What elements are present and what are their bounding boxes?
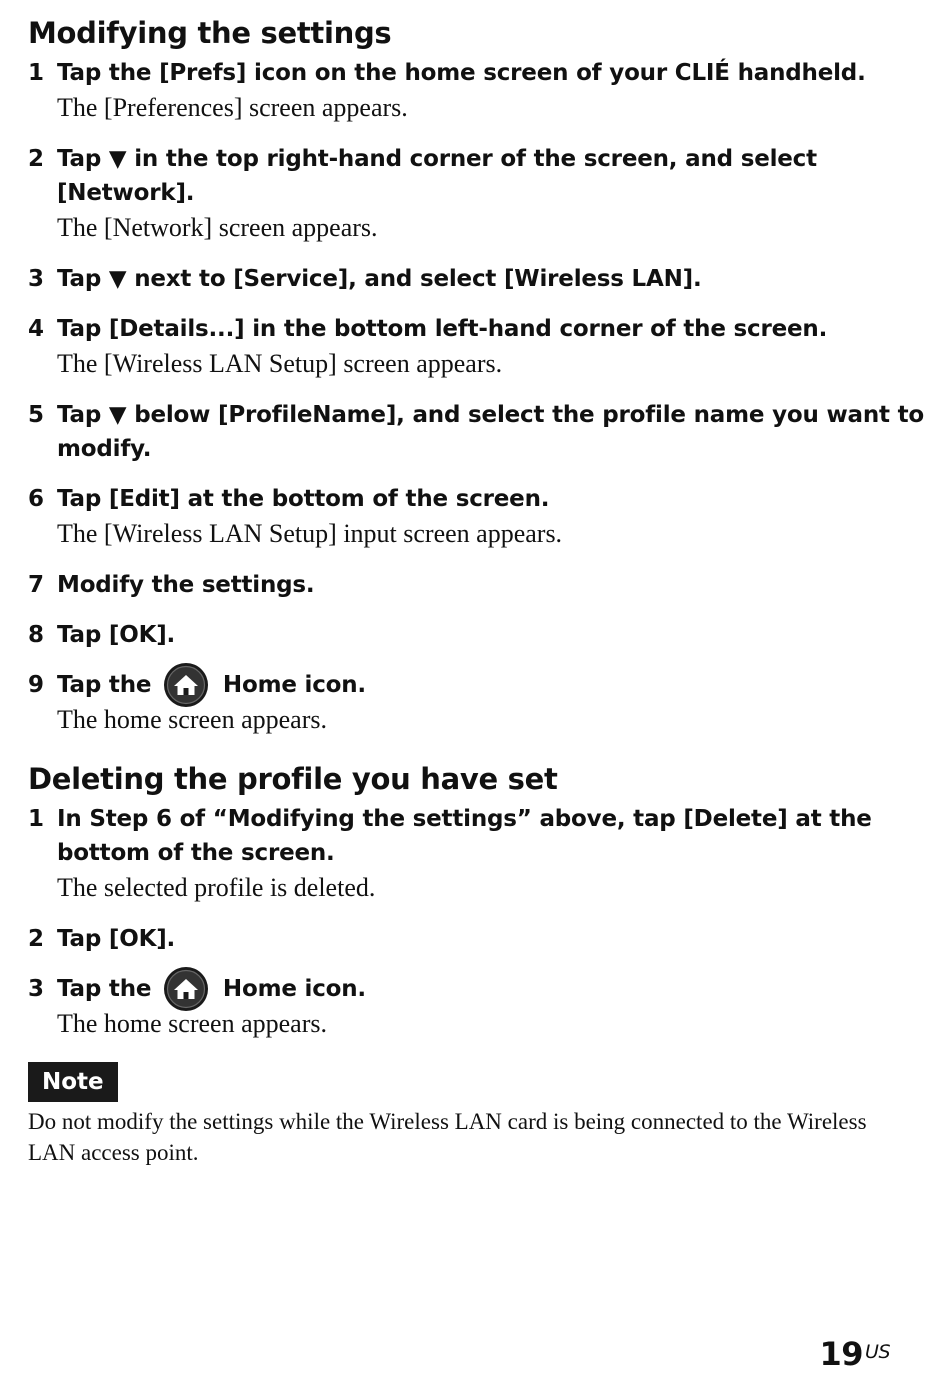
- home-icon: [163, 966, 209, 1012]
- step-result: The [Wireless LAN Setup] screen appears.: [57, 349, 503, 378]
- step: [28, 568, 928, 602]
- step-instruction: In Step 6 of “Modifying the settings” above, tap [Delete] at the bottom of the screen.: [57, 806, 872, 866]
- step-instruction: Tap [OK].: [57, 926, 176, 952]
- step-result: The [Network] screen appears.: [57, 213, 378, 242]
- step: [28, 972, 928, 1042]
- page-number-suffix: US: [865, 1341, 890, 1363]
- step-instruction-start: Tap the: [57, 976, 152, 1002]
- step-instruction: Tap ▼ next to [Service], and select [Wireless LAN].: [57, 266, 702, 292]
- step-result: The [Wireless LAN Setup] input screen appears.: [57, 519, 563, 548]
- section-title-deleting: Deleting the profile you have set: [28, 762, 558, 796]
- step-result: The home screen appears.: [57, 705, 327, 734]
- step-instruction: Modify the settings.: [57, 572, 315, 598]
- step: [28, 802, 928, 906]
- step-number: 5: [28, 402, 44, 428]
- step-number: 6: [28, 486, 44, 512]
- step: [28, 482, 928, 552]
- step-result: The selected profile is deleted.: [57, 873, 376, 902]
- step-number: 3: [28, 976, 44, 1002]
- step: [28, 618, 928, 652]
- manual-page: [28, 14, 928, 1168]
- step: [28, 922, 928, 956]
- step-instruction-end: Home icon.: [222, 976, 366, 1002]
- step: [28, 142, 928, 246]
- step: [28, 398, 928, 466]
- step-result: The [Preferences] screen appears.: [57, 93, 408, 122]
- step-instruction: Tap [Details...] in the bottom left-hand corner of the screen.: [57, 316, 828, 342]
- step-instruction: Tap [OK].: [57, 622, 176, 648]
- step-number: 1: [28, 60, 44, 86]
- step: [28, 312, 928, 382]
- step-instruction: Tap ▼ in the top right-hand corner of the screen, and select [Network].: [57, 146, 817, 206]
- step-number: 9: [28, 672, 44, 698]
- page-number-value: 19: [819, 1335, 864, 1373]
- step-number: 1: [28, 806, 44, 832]
- step-instruction: Tap the [Prefs] icon on the home screen of your CLIÉ handheld.: [57, 60, 866, 86]
- note-label: Note: [28, 1062, 118, 1102]
- step-number: 8: [28, 622, 44, 648]
- page-number: [820, 1334, 891, 1374]
- step: [28, 262, 928, 296]
- step-number: 3: [28, 266, 44, 292]
- note-text: Do not modify the settings while the Wireless LAN card is being connected to the Wireless LAN access point.: [28, 1109, 867, 1165]
- step-number: 2: [28, 146, 44, 172]
- step: [28, 56, 928, 126]
- step-instruction: Tap [Edit] at the bottom of the screen.: [57, 486, 550, 512]
- step-number: 2: [28, 926, 44, 952]
- step-number: 4: [28, 316, 44, 342]
- step-instruction: Tap ▼ below [ProfileName], and select the profile name you want to modify.: [57, 402, 925, 462]
- step-instruction-end: Home icon.: [222, 672, 366, 698]
- step-number: 7: [28, 572, 44, 598]
- step: [28, 668, 928, 738]
- section-title-modifying: Modifying the settings: [28, 16, 392, 50]
- step-result: The home screen appears.: [57, 1009, 327, 1038]
- home-icon: [163, 662, 209, 708]
- step-instruction-start: Tap the: [57, 672, 152, 698]
